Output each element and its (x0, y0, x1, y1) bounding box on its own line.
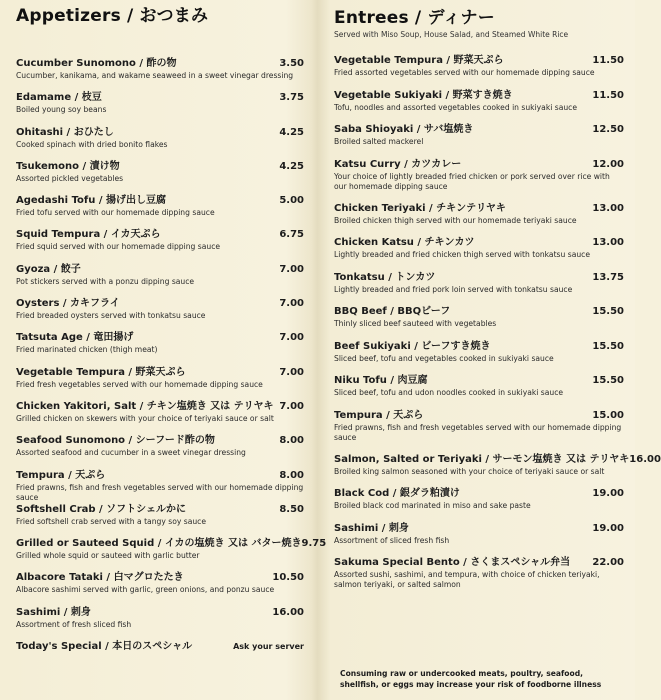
menu-item-price: 15.50 (592, 340, 624, 352)
menu-item-name: Sashimi / 刺身 (334, 522, 409, 534)
menu-item-row (16, 194, 304, 207)
menu-item (16, 331, 304, 365)
entrees-list (334, 54, 661, 600)
menu-item-description: Grilled chicken on skewers with your choice of teriyaki sauce or salt (16, 413, 274, 423)
menu-item (16, 434, 304, 468)
menu-item-price: 19.00 (592, 488, 624, 499)
menu-item-name: Tonkatsu / トンカツ (334, 271, 436, 283)
menu-item (334, 54, 624, 89)
menu-item (334, 453, 661, 488)
menu-item-row (16, 537, 327, 550)
menu-item-name: Beef Sukiyaki / ビーフすき焼き (334, 340, 491, 352)
menu-item-name: Black Cod / 銀ダラ粕漬け (334, 488, 460, 499)
menu-item-name: Sashimi / 刺身 (16, 606, 91, 618)
menu-item-name: Edamame / 枝豆 (16, 92, 102, 104)
appetizers-heading: Appetizers / おつまみ (16, 6, 209, 26)
menu-item-price: Ask your server (233, 642, 304, 652)
menu-item (16, 571, 304, 605)
menu-item-description: Fried prawns, fish and fresh vegetables served with our homemade dipping sauce (16, 482, 304, 502)
menu-item-price: 11.50 (592, 89, 624, 101)
menu-item (334, 487, 624, 522)
menu-item-row (16, 571, 304, 584)
menu-item-name: Chicken Teriyaki / チキンテリヤキ (334, 202, 506, 214)
menu-item (334, 158, 624, 202)
menu-item-row (16, 57, 304, 70)
menu-item-row (334, 54, 624, 67)
menu-item-description: Assorted sushi, sashimi, and tempura, with choice of chicken teriyaki, salmon teriyaki, or salted salmon (334, 570, 600, 589)
menu-item-name: Albacore Tataki / 白マグロたたき (16, 572, 184, 584)
menu-item-name: Vegetable Sukiyaki / 野菜すき焼き (334, 89, 513, 101)
menu-item-name: Softshell Crab / ソフトシェルかに (16, 503, 186, 515)
menu-item-description: Boiled young soy beans (16, 105, 107, 115)
menu-item-name: Vegetable Tempura / 野菜天ぷら (334, 55, 504, 66)
menu-item (334, 409, 624, 453)
menu-item-row (16, 366, 304, 379)
menu-item-row (334, 556, 624, 569)
menu-item-row (334, 340, 624, 353)
menu-item-price: 7.00 (279, 332, 304, 344)
menu-item-price: 15.50 (592, 375, 624, 386)
menu-item-price: 8.00 (279, 435, 304, 447)
menu-item-name: Ohitashi / おひたし (16, 126, 114, 138)
menu-item-row (334, 236, 624, 249)
menu-item-price: 12.00 (592, 158, 624, 170)
menu-item (334, 89, 624, 124)
menu-item (334, 556, 624, 600)
menu-item-name: Katsu Curry / カツカレー (334, 158, 462, 170)
menu-item-description: Assortment of sliced fresh fish (334, 535, 450, 545)
menu-item-name: Cucumber Sunomono / 酢の物 (16, 58, 177, 69)
menu-item-name: Gyoza / 餃子 (16, 263, 81, 275)
menu-item-price: 7.00 (279, 298, 304, 310)
menu-item-row (16, 126, 304, 139)
menu-item-row (16, 228, 304, 241)
menu-item-price: 4.25 (279, 126, 304, 138)
menu-item-name: Oysters / カキフライ (16, 298, 120, 310)
menu-item (16, 640, 304, 674)
menu-item-name: Tatsuta Age / 竜田揚げ (16, 332, 134, 344)
menu-item-price: 5.00 (279, 195, 304, 207)
menu-item-description: Fried prawns, fish and fresh vegetables served with our homemade dipping sauce (334, 422, 622, 442)
menu-item-price: 7.00 (279, 400, 304, 412)
menu-item-row (16, 91, 304, 104)
menu-item-name: Seafood Sunomono / シーフード酢の物 (16, 435, 215, 447)
appetizers-column (16, 0, 327, 674)
menu-item (334, 236, 624, 271)
menu-item-row (16, 331, 304, 344)
menu-item-price: 9.75 (301, 538, 327, 550)
menu-item-name: Salmon, Salted or Teriyaki / サーモン塩焼き 又は テリヤキ (334, 453, 630, 465)
menu-item-name: BBQ Beef / BBQビーフ (334, 306, 451, 317)
menu-item-price: 22.00 (592, 557, 624, 568)
menu-item (16, 228, 304, 262)
menu-item-name: Chicken Yakitori, Salt / チキン塩焼き 又は テリヤキ (16, 400, 274, 412)
menu-item-price: 16.00 (272, 606, 304, 618)
menu-item-price: 11.50 (592, 55, 624, 66)
menu-item-description: Lightly breaded and fried pork loin served with tonkatsu sauce (334, 284, 573, 294)
menu-item-row (16, 400, 304, 413)
menu-item-name: Saba Shioyaki / サバ塩焼き (334, 124, 474, 135)
menu-item (334, 374, 624, 409)
menu-item-description: Fried softshell crab served with a tangy soy sauce (16, 516, 207, 526)
menu-item (334, 305, 624, 340)
menu-item-description: Fried tofu served with our homemade dipping sauce (16, 208, 215, 218)
menu-item-row (334, 374, 624, 387)
menu-item-description: Broiled black cod marinated in miso and sake paste (334, 501, 531, 510)
entrees-column (334, 0, 661, 600)
menu-item-price: 6.75 (279, 229, 304, 241)
menu-item-price: 15.00 (592, 409, 624, 421)
menu-item-row (334, 158, 624, 171)
menu-item (16, 194, 304, 228)
menu-item-price: 7.00 (279, 366, 304, 378)
menu-item-price: 10.50 (272, 572, 304, 584)
menu-item-name: Sakuma Special Bento / さくまスペシャル弁当 (334, 557, 571, 568)
appetizers-list (16, 57, 327, 674)
menu-item-price: 15.50 (592, 306, 624, 317)
menu-item-row (16, 434, 304, 447)
menu-item-description: Cucumber, kanikama, and wakame seaweed in a sweet vinegar dressing (16, 71, 294, 80)
menu-item-price: 8.50 (279, 503, 304, 515)
menu-item-description: Assorted seafood and cucumber in a sweet vinegar dressing (16, 448, 246, 458)
menu-item-row (16, 263, 304, 276)
menu-item-price: 13.00 (592, 202, 624, 214)
menu-item-name: Tsukemono / 漬け物 (16, 160, 120, 172)
menu-item-row (334, 202, 624, 215)
menu-item-name: Tempura / 天ぷら (334, 409, 424, 421)
menu-item (16, 400, 304, 434)
menu-item-price: 13.00 (592, 237, 624, 248)
menu-item-name: Grilled or Sauteed Squid / イカの塩焼き 又は バター焼き (16, 538, 302, 550)
menu-item-price: 12.50 (592, 124, 624, 135)
menu-item-description: Fried breaded oysters served with tonkatsu sauce (16, 311, 206, 321)
menu-item-description: Grilled whole squid or sauteed with garlic butter (16, 551, 200, 561)
menu-item (334, 202, 624, 237)
entrees-heading: Entrees / ディナー (334, 8, 495, 28)
menu-item-description: Assorted pickled vegetables (16, 173, 124, 183)
menu-item (16, 91, 304, 125)
menu-item-price: 7.00 (279, 263, 304, 275)
menu-item (16, 160, 304, 194)
menu-item-description: Tofu, noodles and assorted vegetables cooked in sukiyaki sauce (334, 102, 578, 112)
menu-item (16, 537, 327, 571)
menu-item-price: 16.00 (629, 453, 661, 465)
menu-item-row (16, 640, 304, 653)
menu-item-price: 3.75 (279, 92, 304, 104)
menu-item (334, 123, 624, 158)
menu-item-row (334, 89, 624, 102)
menu-item-description: Fried marinated chicken (thigh meat) (16, 345, 158, 355)
menu-item (16, 297, 304, 331)
menu-item-row (334, 453, 661, 466)
menu-item-name: Agedashi Tofu / 揚げ出し豆腐 (16, 195, 167, 207)
menu-item-row (334, 123, 624, 136)
menu-item-price: 3.50 (279, 58, 304, 69)
menu-item-description: Sliced beef, tofu and vegetables cooked in sukiyaki sauce (334, 353, 554, 363)
menu-item-description: Broiled chicken thigh served with our homemade teriyaki sauce (334, 215, 577, 225)
menu-item-description: Pot stickers served with a ponzu dipping sauce (16, 276, 195, 286)
menu-item (16, 126, 304, 160)
menu-item-price: 19.00 (592, 522, 624, 534)
menu-item-name: Squid Tempura / イカ天ぷら (16, 229, 161, 241)
menu-item (334, 522, 624, 557)
menu-item-row (334, 522, 624, 535)
menu-item-description: Thinly sliced beef sauteed with vegetables (334, 319, 497, 328)
menu-item-row (16, 503, 304, 516)
menu-item (16, 57, 304, 91)
menu-item-name: Tempura / 天ぷら (16, 469, 106, 481)
menu-item-row (334, 305, 624, 318)
menu-item-price: 4.25 (279, 160, 304, 172)
menu-item-description: Broiled king salmon seasoned with your choice of teriyaki sauce or salt (334, 466, 605, 476)
menu-item-row (334, 409, 624, 422)
foodborne-illness-notice: Consuming raw or undercooked meats, poultry, seafood, shellfish, or eggs may increase your risk of foodborne illness (340, 669, 602, 689)
menu-item-description: Assortment of fresh sliced fish (16, 619, 132, 629)
menu-item-row (334, 271, 624, 284)
menu-item-description: Broiled salted mackerel (334, 137, 424, 146)
menu-item-row (16, 606, 304, 619)
menu-item-name: Vegetable Tempura / 野菜天ぷら (16, 366, 186, 378)
menu-item (16, 263, 304, 297)
menu-item-description: Cooked spinach with dried bonito flakes (16, 139, 168, 149)
menu-item (16, 503, 304, 537)
menu-item-name: Chicken Katsu / チキンカツ (334, 237, 475, 248)
menu-item-description: Fried fresh vegetables served with our homemade dipping sauce (16, 379, 263, 389)
menu-item-row (16, 469, 304, 482)
menu-item-name: Niku Tofu / 肉豆腐 (334, 375, 428, 386)
menu-item-price: 13.75 (592, 271, 624, 283)
menu-item-name: Today's Special / 本日のスペシャル (16, 641, 193, 653)
menu-item (334, 271, 624, 306)
menu-item-description: Sliced beef, tofu and udon noodles cooked in sukiyaki sauce (334, 388, 564, 397)
menu-item (334, 340, 624, 375)
menu-item-description: Your choice of lightly breaded fried chicken or pork served over rice with our homemade dipping sauce (334, 171, 610, 191)
menu-item (16, 366, 304, 400)
entrees-subtitle: Served with Miso Soup, House Salad, and Steamed White Rice (334, 30, 569, 39)
menu-item (16, 606, 304, 640)
menu-item-row (334, 487, 624, 500)
menu-item-description: Fried squid served with our homemade dipping sauce (16, 242, 221, 252)
menu-item-description: Lightly breaded and fried chicken thigh served with tonkatsu sauce (334, 250, 591, 259)
menu-item-description: Fried assorted vegetables served with our homemade dipping sauce (334, 68, 595, 77)
menu-item (16, 469, 304, 503)
menu-item-row (16, 297, 304, 310)
menu-item-row (16, 160, 304, 173)
menu-item-description: Albacore sashimi served with garlic, green onions, and ponzu sauce (16, 585, 275, 595)
menu-item-price: 8.00 (279, 469, 304, 481)
